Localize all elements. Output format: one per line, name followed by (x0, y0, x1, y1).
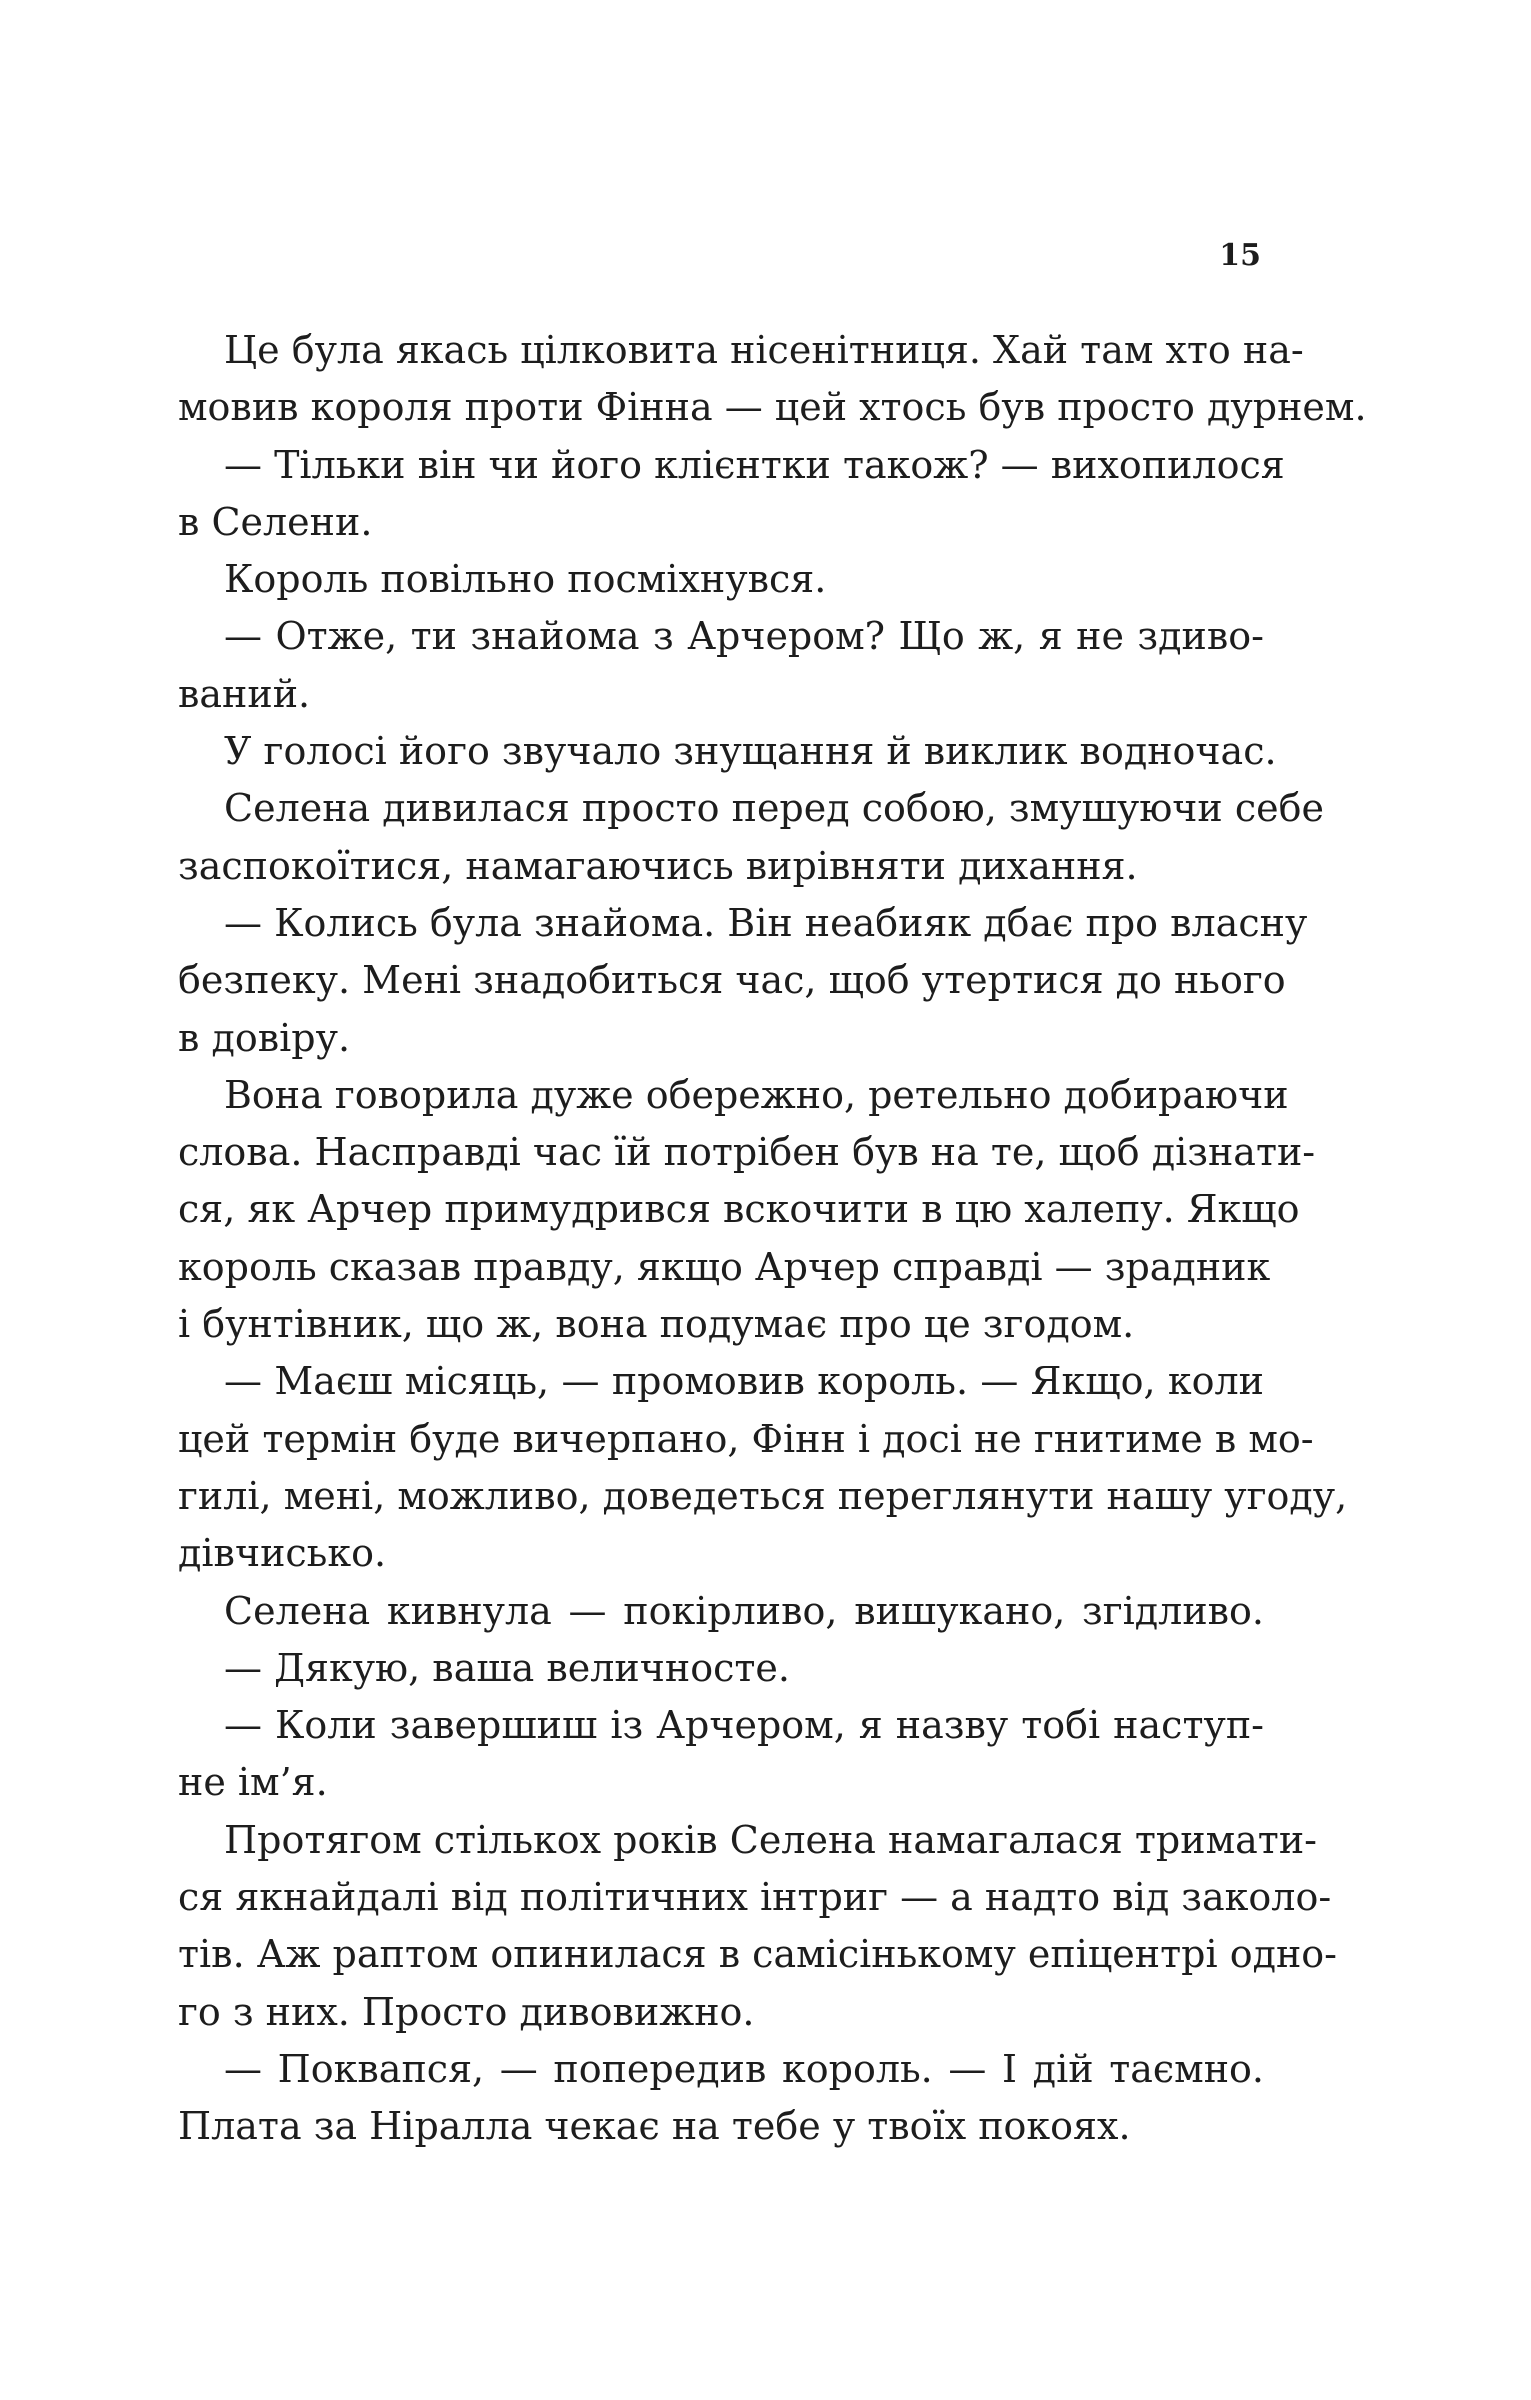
text-line: Вона говорила дуже обережно, ретельно добираючи (224, 1072, 1289, 1117)
text-line: — Маєш місяць, — промовив король. — Якщо, коли (224, 1359, 1264, 1404)
text-line: цей термін буде вичерпано, Фінн і досі не гнитиме в мо- (178, 1416, 1314, 1461)
text-line: слова. Насправді час їй потрібен був на те, щоб дізнати- (178, 1130, 1316, 1175)
text-line: безпеку. Мені знадобиться час, щоб утертися до нього (178, 958, 1286, 1003)
text-line: гилі, мені, можливо, доведеться переглянути нашу угоду, (178, 1473, 1348, 1518)
text-line: король сказав правду, якщо Арчер справді — зрадник (178, 1244, 1271, 1289)
text-line: в Селени. (178, 499, 373, 544)
text-line: — Дякую, ваша величносте. (224, 1645, 790, 1690)
text-line: — Коли завершиш із Арчером, я назву тобі наступ- (224, 1703, 1264, 1748)
text-line: заспокоїтися, намагаючись вирівняти дихання. (178, 843, 1138, 888)
text-line: ся, як Арчер примудрився вскочити в цю халепу. Якщо (178, 1187, 1300, 1232)
text-line: ваний. (178, 671, 311, 716)
text-line: У голосі його звучало знущання й виклик водночас. (224, 729, 1277, 774)
text-line: дівчисько. (178, 1531, 387, 1576)
text-line: го з них. Просто дивовижно. (178, 1989, 755, 2034)
text-line: — Колись була знайома. Він неабияк дбає про власну (224, 900, 1308, 945)
text-line: в довіру. (178, 1015, 351, 1060)
page-number: 15 (1219, 238, 1261, 273)
text-line: мовив короля проти Фінна — цей хтось був просто дурнем. (178, 385, 1367, 430)
text-line: Це була якась цілковита нісенітниця. Хай там хто на- (224, 328, 1304, 372)
text-line: ся якнайдалі від політичних інтриг — а надто від заколо- (178, 1875, 1332, 1920)
text-line: Протягом стількох років Селена намагалася тримати- (224, 1817, 1317, 1862)
text-line: — Тільки він чи його клієнтки також? — вихопилося (224, 442, 1285, 487)
text-line: Плата за Ніралла чекає на тебе у твоїх покоях. (178, 2104, 1131, 2149)
text-line: тів. Аж раптом опинилася в самісінькому епіцентрі одно- (178, 1932, 1338, 1977)
text-line: — Отже, ти знайома з Арчером? Що ж, я не здиво- (224, 614, 1264, 659)
text-line: Селена кивнула — покірливо, вишукано, згідливо. (224, 1588, 1264, 1633)
body-text (178, 322, 1367, 2156)
text-line: Селена дивилася просто перед собою, змушуючи себе (224, 786, 1324, 831)
text-line: — Поквапся, — попередив король. — І дій таємно. (224, 2046, 1264, 2091)
text-line: і бунтівник, що ж, вона подумає про це згодом. (178, 1302, 1135, 1347)
text-line: Король повільно посміхнувся. (224, 557, 827, 602)
text-line: не ім’я. (178, 1760, 328, 1805)
